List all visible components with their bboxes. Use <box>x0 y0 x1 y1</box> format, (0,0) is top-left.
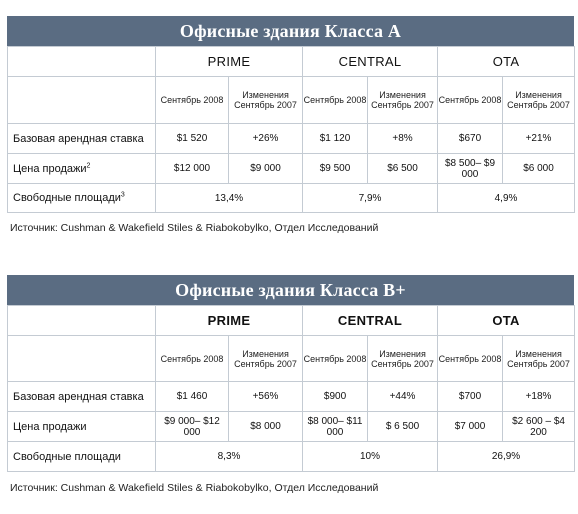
sub-header: Изменения Сентябрь 2007 <box>503 336 575 382</box>
group-header-prime: PRIME <box>156 47 303 77</box>
table-row-base-rent <box>8 124 575 154</box>
table-cell: $8 500– $9 000 <box>438 154 503 184</box>
table-cell: $9 000 <box>229 154 303 184</box>
row-label: Базовая арендная ставка <box>8 124 156 154</box>
table-cell: $2 600 – $4 200 <box>503 412 575 442</box>
table-cell: $8 000 <box>229 412 303 442</box>
sub-header: Изменения Сентябрь 2007 <box>503 77 575 124</box>
table-cell: +26% <box>229 124 303 154</box>
table-cell: +18% <box>503 382 575 412</box>
table-cell: $900 <box>303 382 368 412</box>
footnote-marker: 2 <box>86 161 91 169</box>
sub-header: Сентябрь 2008 <box>156 336 229 382</box>
table-row-vacancy <box>8 184 575 213</box>
table-cell: 13,4% <box>156 184 303 213</box>
table-cell: +21% <box>503 124 575 154</box>
group-header-ota: OTA <box>438 306 575 336</box>
sub-header: Изменения Сентябрь 2007 <box>229 77 303 124</box>
table-cell: 4,9% <box>438 184 575 213</box>
sub-header: Сентябрь 2008 <box>303 77 368 124</box>
row-label <box>8 184 156 213</box>
table-cell: $700 <box>438 382 503 412</box>
row-label <box>8 154 156 184</box>
table-cell: 10% <box>303 442 438 472</box>
table-cell: +8% <box>368 124 438 154</box>
table-cell: $9 000– $12 000 <box>156 412 229 442</box>
table-row-sale-price <box>8 412 575 442</box>
table-cell: +44% <box>368 382 438 412</box>
footnote-marker: 3 <box>120 191 125 199</box>
table-cell: $12 000 <box>156 154 229 184</box>
row-label-text: Цена продажи <box>13 162 87 175</box>
table-row-sale-price <box>8 154 575 184</box>
table-cell: $8 000– $11 000 <box>303 412 368 442</box>
data-table <box>7 46 575 213</box>
table-row-vacancy <box>8 442 575 472</box>
table-cell: +56% <box>229 382 303 412</box>
source-note: Источник: Cushman & Wakefield Stiles & Riabokobylko, Отдел Исследований <box>10 222 379 234</box>
table-cell: 7,9% <box>303 184 438 213</box>
sub-header: Сентябрь 2008 <box>156 77 229 124</box>
table-row-base-rent <box>8 382 575 412</box>
row-label-text: Свободные площади <box>13 192 121 204</box>
sub-header: Сентябрь 2008 <box>303 336 368 382</box>
group-header-ota: OTA <box>438 47 575 77</box>
empty-header-cell <box>8 336 156 382</box>
table-title: Офисные здания Класса B+ <box>7 275 574 305</box>
sub-header-row <box>8 336 575 382</box>
table-cell: $7 000 <box>438 412 503 442</box>
empty-header-cell <box>8 77 156 124</box>
row-label: Цена продажи <box>8 412 156 442</box>
group-header-central: CENTRAL <box>303 47 438 77</box>
sub-header-row <box>8 77 575 124</box>
empty-header-cell <box>8 306 156 336</box>
table-cell: $1 120 <box>303 124 368 154</box>
table-cell: $670 <box>438 124 503 154</box>
sub-header: Изменения Сентябрь 2007 <box>368 77 438 124</box>
empty-header-cell <box>8 47 156 77</box>
row-label: Базовая арендная ставка <box>8 382 156 412</box>
table-cell: 26,9% <box>438 442 575 472</box>
table-class-a <box>7 16 574 213</box>
table-cell: $1 460 <box>156 382 229 412</box>
data-table <box>7 305 575 472</box>
table-title: Офисные здания Класса А <box>7 16 574 46</box>
table-cell: 8,3% <box>156 442 303 472</box>
sub-header: Изменения Сентябрь 2007 <box>368 336 438 382</box>
group-header-central: CENTRAL <box>303 306 438 336</box>
sub-header: Сентябрь 2008 <box>438 336 503 382</box>
group-header-prime: PRIME <box>156 306 303 336</box>
table-cell: $6 500 <box>368 154 438 184</box>
source-note: Источник: Cushman & Wakefield Stiles & Riabokobylko, Отдел Исследований <box>10 482 379 494</box>
group-header-row <box>8 306 575 336</box>
table-cell: $ 6 500 <box>368 412 438 442</box>
sub-header: Сентябрь 2008 <box>438 77 503 124</box>
sub-header: Изменения Сентябрь 2007 <box>229 336 303 382</box>
table-cell: $9 500 <box>303 154 368 184</box>
row-label: Свободные площади <box>8 442 156 472</box>
table-cell: $6 000 <box>503 154 575 184</box>
table-cell: $1 520 <box>156 124 229 154</box>
group-header-row <box>8 47 575 77</box>
table-class-b-plus <box>7 275 574 472</box>
